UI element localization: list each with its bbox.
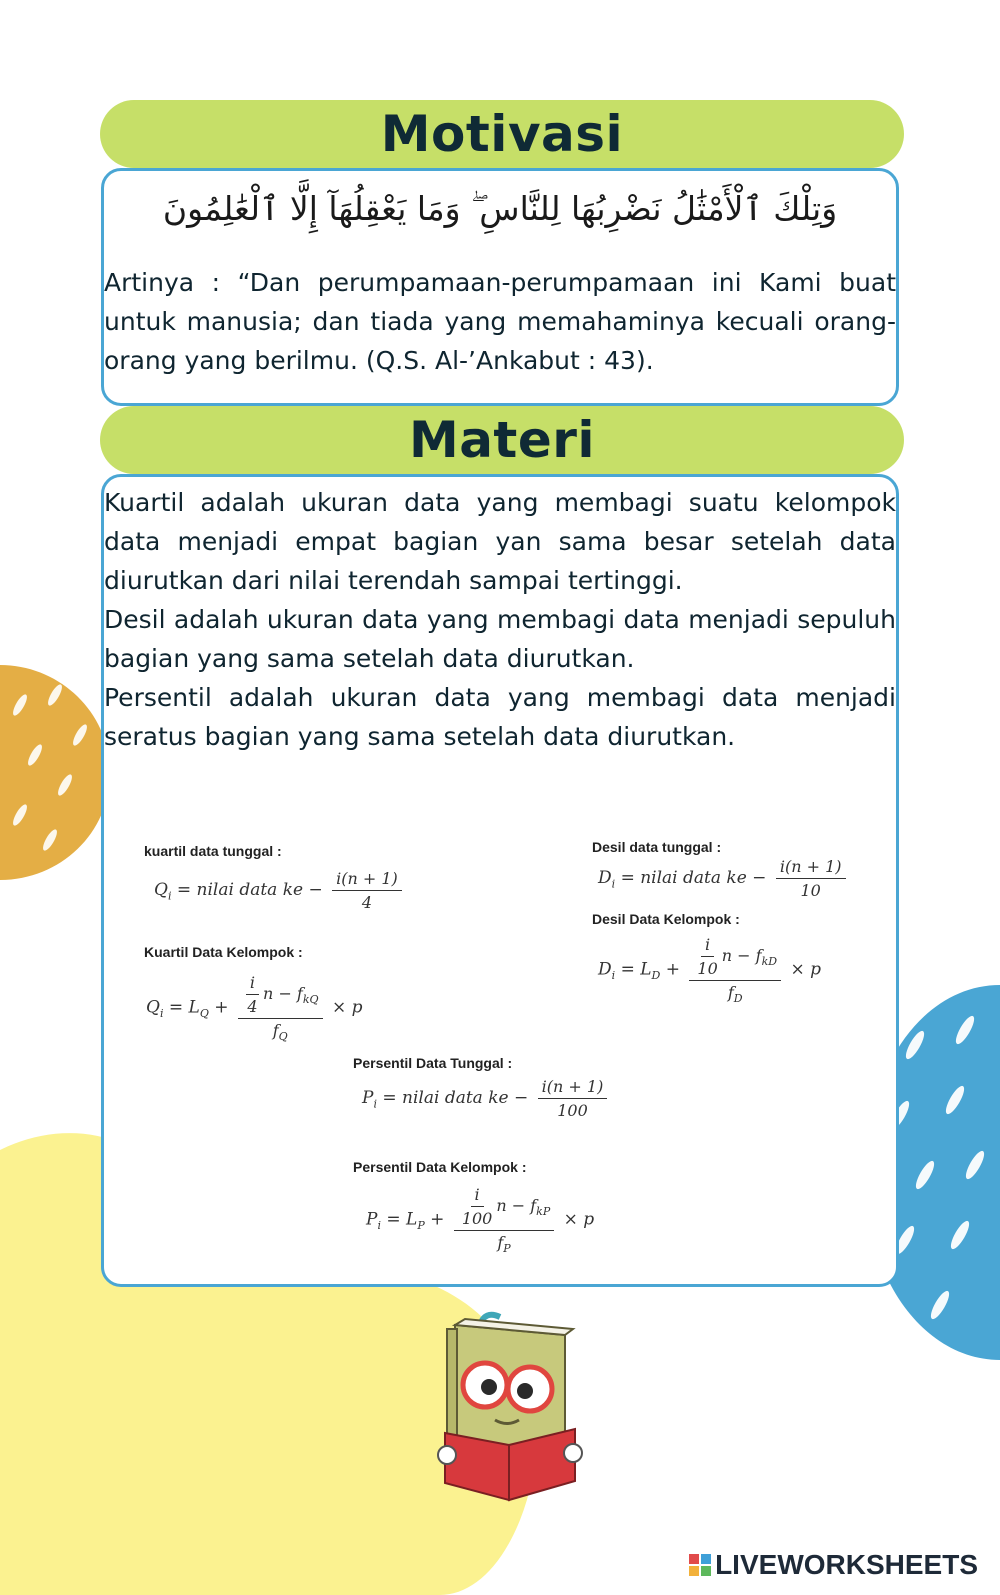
book-mascot-illustration (425, 1305, 595, 1505)
liveworksheets-logo (689, 1549, 978, 1581)
materi-header (100, 406, 904, 474)
desil-tunggal-label: Desil data tunggal : (592, 839, 722, 855)
motivasi-title: Motivasi (380, 105, 624, 163)
kuartil-kelompok-label: Kuartil Data Kelompok : (144, 944, 303, 960)
desil-definition: Desil adalah ukuran data yang membagi data menjadi sepuluh bagian yang sama setelah data diurutkan. (104, 605, 896, 673)
kuartil-tunggal-label: kuartil data tunggal : (144, 843, 282, 859)
liveworksheets-logo-icon (689, 1554, 711, 1576)
desil-kelompok-formula: $D_i = L_D$ + $\frac{i}{10}$ $n - f_{kD}$ $f_D$ × p (598, 935, 822, 1006)
orange-circle-shape (0, 665, 110, 880)
liveworksheets-brand-text: LIVEWORKSHEETS (715, 1549, 978, 1580)
desil-kelompok-label: Desil Data Kelompok : (592, 911, 740, 927)
kuartil-definition: Kuartil adalah ukuran data yang membagi suatu kelompok data menjadi empat bagian yan sama besar setelah data diurutkan dari nilai terendah sampai tertinggi. (104, 488, 896, 595)
materi-box (101, 474, 899, 1287)
persentil-definition: Persentil adalah ukuran data yang membagi data menjadi seratus bagian yang sama setelah data diurutkan. (104, 683, 896, 751)
persentil-kelompok-formula: $P_i = L_P$ + $\frac{i}{100}$ $n - f_{kP}$ $f_P$ × p (366, 1185, 595, 1256)
translation-text: Artinya : “Dan perumpamaan-perumpamaan ini Kami buat untuk manusia; dan tiada yang memahaminya kecuali orang-orang yang berilmu. (Q.S. Al-’Ankabut : 43). (104, 268, 896, 375)
arabic-verse: وَتِلْكَ ٱلْأَمْثَٰلُ نَضْرِبُهَا لِلنَّاسِ ۖ وَمَا يَعْقِلُهَآ إِلَّا ٱلْعَٰلِمُونَ (162, 189, 838, 228)
kuartil-kelompok-formula: $Q_i = L_Q$ + $\frac{i}{4}$ $n - f_{kQ}$ $f_Q$ × p (146, 973, 363, 1044)
persentil-tunggal-formula: $P_i$ = nilai data ke − $\frac{i(n + 1)}{100}$ (362, 1077, 611, 1120)
persentil-kelompok-label: Persentil Data Kelompok : (353, 1159, 527, 1175)
motivasi-box (101, 168, 899, 406)
motivasi-header (100, 100, 904, 168)
materi-paragraphs (104, 483, 896, 756)
desil-tunggal-formula: $D_i$ = nilai data ke − $\frac{i(n + 1)}{10}$ (598, 857, 850, 900)
persentil-tunggal-label: Persentil Data Tunggal : (353, 1055, 513, 1071)
kuartil-tunggal-formula: $Q_i$ = nilai data ke − $\frac{i(n + 1)}{4}$ (154, 869, 406, 912)
materi-title: Materi (408, 411, 596, 469)
